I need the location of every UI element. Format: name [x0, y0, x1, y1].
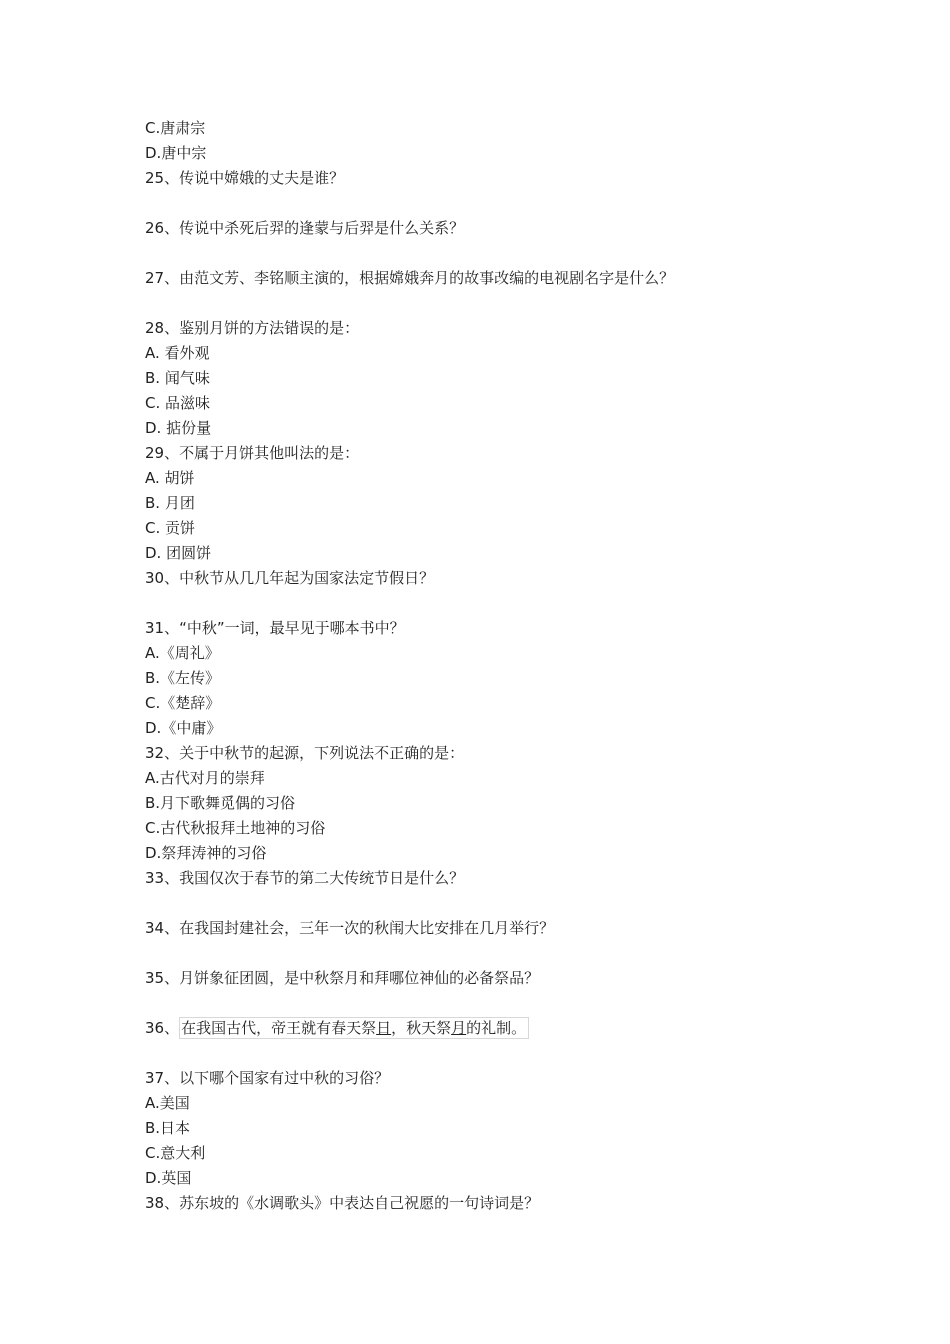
- quiz-content: [145, 116, 845, 1216]
- question-36-underlined-yue: 月: [451, 1019, 467, 1037]
- blank-line: [145, 941, 845, 966]
- question-31: 31、“中秋”一词，最早见于哪本书中？: [145, 619, 405, 637]
- question-31-option-a: A.《周礼》: [145, 644, 220, 662]
- question-29-option-c: C. 贡饼: [145, 519, 196, 537]
- question-25: 25、传说中嫦娥的丈夫是谁？: [145, 169, 345, 187]
- question-28-option-d: D. 掂份量: [145, 419, 212, 437]
- blank-line: [145, 991, 845, 1016]
- question-28-option-b: B. 闻气味: [145, 369, 210, 387]
- question-29-option-d: D. 团圆饼: [145, 544, 212, 562]
- question-29-option-a: A. 胡饼: [145, 469, 195, 487]
- blank-line: [145, 591, 845, 616]
- question-36-text-part-2: ，秋天祭: [391, 1019, 452, 1037]
- question-26: 26、传说中杀死后羿的逢蒙与后羿是什么关系？: [145, 219, 465, 237]
- question-29-option-b: B. 月团: [145, 494, 195, 512]
- question-32-option-b: B.月下歌舞觅偶的习俗: [145, 794, 296, 812]
- blank-line: [145, 291, 845, 316]
- question-36: [145, 1016, 845, 1041]
- question-30: 30、中秋节从几几年起为国家法定节假日？: [145, 569, 435, 587]
- question-36-text-part-1: 在我国古代，帝王就有春天祭: [181, 1019, 377, 1037]
- option-d-tang-zhongzong: D.唐中宗: [145, 144, 207, 162]
- question-37: 37、以下哪个国家有过中秋的习俗？: [145, 1069, 390, 1087]
- question-37-option-c: C.意大利: [145, 1144, 206, 1162]
- blank-line: [145, 891, 845, 916]
- question-37-option-b: B.日本: [145, 1119, 191, 1137]
- question-32-option-d: D.祭拜涛神的习俗: [145, 844, 267, 862]
- question-28: 28、鉴别月饼的方法错误的是：: [145, 319, 360, 337]
- blank-line: [145, 241, 845, 266]
- question-36-text-box: [179, 1017, 529, 1039]
- question-33: 33、我国仅次于春节的第二大传统节日是什么？: [145, 869, 465, 887]
- question-36-text-part-3: 的礼制。: [466, 1019, 527, 1037]
- question-36-underlined-ri: 日: [376, 1019, 392, 1037]
- question-36-number: 36、: [145, 1019, 180, 1037]
- blank-line: [145, 191, 845, 216]
- question-31-option-b: B.《左传》: [145, 669, 221, 687]
- question-35: 35、月饼象征团圆，是中秋祭月和拜哪位神仙的必备祭品？: [145, 969, 540, 987]
- question-37-option-a: A.美国: [145, 1094, 190, 1112]
- question-27: 27、由范文芳、李铭顺主演的，根据嫦娥奔月的故事改编的电视剧名字是什么？: [145, 269, 675, 287]
- question-29: 29、不属于月饼其他叫法的是：: [145, 444, 360, 462]
- question-31-option-c: C.《楚辞》: [145, 694, 221, 712]
- question-32-option-a: A.古代对月的崇拜: [145, 769, 265, 787]
- blank-line: [145, 1041, 845, 1066]
- option-c-tang-suzong: C.唐肃宗: [145, 119, 206, 137]
- question-32: 32、关于中秋节的起源，下列说法不正确的是：: [145, 744, 465, 762]
- question-32-option-c: C.古代秋报拜土地神的习俗: [145, 819, 326, 837]
- question-34: 34、在我国封建社会，三年一次的秋闱大比安排在几月举行？: [145, 919, 555, 937]
- question-37-option-d: D.英国: [145, 1169, 192, 1187]
- question-31-option-d: D.《中庸》: [145, 719, 222, 737]
- question-38: 38、苏东坡的《水调歌头》中表达自己祝愿的一句诗词是？: [145, 1194, 540, 1212]
- question-28-option-c: C. 品滋味: [145, 394, 211, 412]
- question-28-option-a: A. 看外观: [145, 344, 210, 362]
